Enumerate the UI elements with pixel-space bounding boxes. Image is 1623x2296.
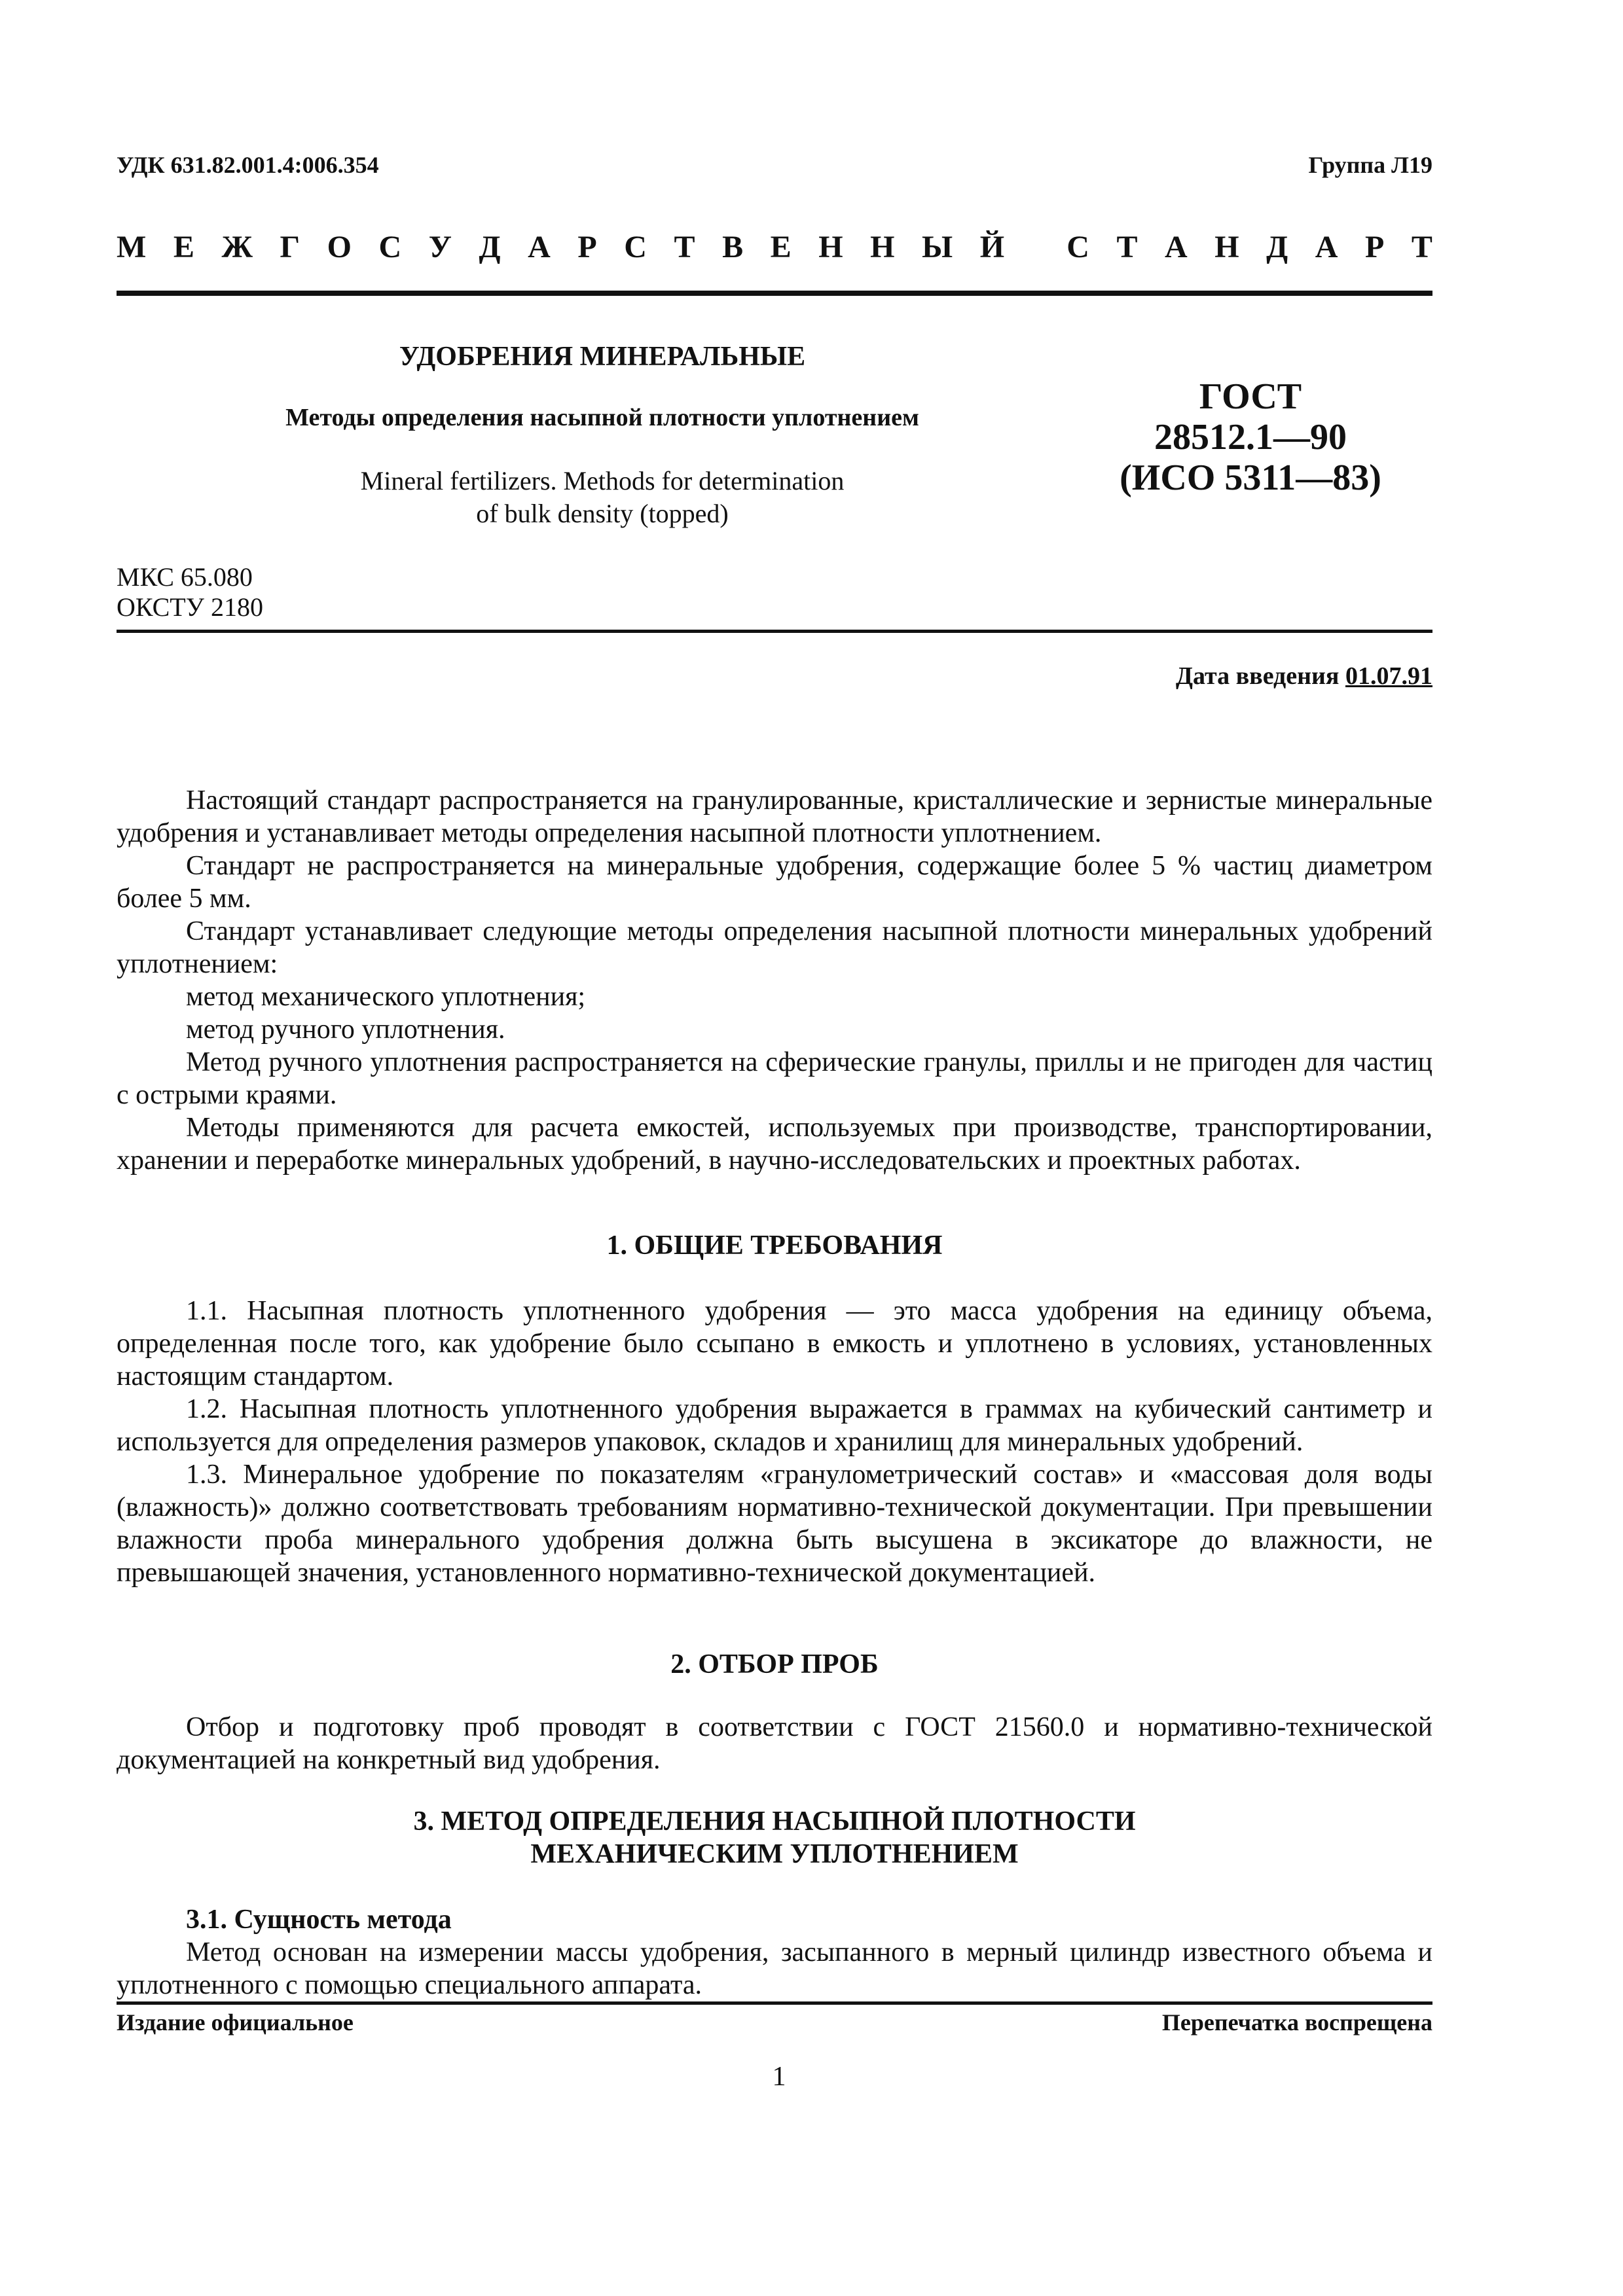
intro-paragraph: Методы применяются для расчета емкостей, используемых при производстве, транспортировании, хранении и переработке минеральных удобрений, в научно-исследовательских и проектных работах.	[117, 1113, 1432, 1175]
intro-paragraph: Стандарт устанавливает следующие методы определения насыпной плотности минеральных удобрений уплотнением:	[117, 916, 1432, 979]
heading-letter: В	[722, 230, 744, 264]
clause-3-1-title: 3.1. Сущность метода	[186, 1905, 452, 1935]
section-2-title: 2. ОТБОР ПРОБ	[670, 1649, 879, 1679]
heading-letter: Д	[1266, 230, 1288, 264]
heading-letter: Р	[577, 230, 597, 264]
heading-letter: А	[1315, 230, 1338, 264]
english-title-line2: of bulk density (topped)	[476, 499, 729, 528]
section-3-title-line1: 3. МЕТОД ОПРЕДЕЛЕНИЯ НАСЫПНОЙ ПЛОТНОСТИ	[413, 1806, 1136, 1837]
heading-letter: А	[1165, 230, 1188, 264]
heading-letter: Т	[1411, 230, 1432, 264]
footer-rule	[117, 2001, 1432, 2005]
intro-list-item: метод механического уплотнения;	[186, 982, 586, 1012]
group-code: Группа Л19	[1308, 152, 1432, 178]
section-3-title-line2: МЕХАНИЧЕСКИМ УПЛОТНЕНИЕМ	[530, 1839, 1019, 1869]
page-number: 1	[772, 2062, 786, 2092]
heading-word-gap	[1032, 228, 1040, 267]
intro-list-item: метод ручного уплотнения.	[186, 1014, 505, 1045]
clause-1-1: 1.1. Насыпная плотность уплотненного удобрения — это масса удобрения на единицу объема, определенная после того, как удобрение было ссыпано в емкость и уплотнено в условиях, установленных настоящим стандартом.	[117, 1296, 1432, 1391]
intro-text	[117, 784, 1432, 1177]
gost-label: ГОСТ	[1199, 376, 1302, 417]
clause-1-3: 1.3. Минеральное удобрение по показателям «гранулометрический состав» и «массовая доля воды (влажность)» должно соответствовать требованиям нормативно-технической документации. При превышении влажности проба минерального удобрения должна быть высушена в эксикаторе до влажности, не превышающей значения, установленного нормативно-технической документацией.	[117, 1460, 1432, 1588]
udk-code: УДК 631.82.001.4:006.354	[117, 152, 379, 178]
document-subtitle: Методы определения насыпной плотности уплотнением	[285, 404, 919, 431]
heading-letter: Й	[979, 230, 1005, 264]
section-2-paragraph: Отбор и подготовку проб проводят в соответствии с ГОСТ 21560.0 и нормативно-технической документацией на конкретный вид удобрения.	[117, 1712, 1432, 1775]
introduction-date-value: 01.07.91	[1345, 662, 1432, 690]
intro-paragraph: Метод ручного уплотнения распространяется на сферические гранулы, приллы и не пригоден для частиц с острыми краями.	[117, 1047, 1432, 1110]
introduction-date-label: Дата введения	[1175, 662, 1345, 690]
heading-letter: У	[428, 230, 452, 264]
heading-letter: С	[378, 230, 402, 264]
heading-letter: Н	[818, 230, 843, 264]
gost-designation	[1087, 376, 1414, 498]
heading-letter: Т	[674, 230, 695, 264]
heading-letter: Е	[173, 230, 194, 264]
heading-letter: О	[327, 230, 352, 264]
heading-letter: С	[624, 230, 647, 264]
intro-paragraph: Стандарт не распространяется на минеральные удобрения, содержащие более 5 % частиц диаметром более 5 мм.	[117, 851, 1432, 914]
heading-letter: Е	[770, 230, 792, 264]
heading-letter: Т	[1116, 230, 1138, 264]
codes-rule	[117, 630, 1432, 633]
standard-type-heading	[117, 228, 1432, 267]
heading-letter: Ж	[221, 230, 253, 264]
heading-letter: Г	[280, 230, 301, 264]
section-1-text	[117, 1295, 1432, 1589]
mks-code: МКС 65.080	[117, 562, 253, 592]
heading-letter: М	[117, 230, 147, 264]
header-rule	[117, 291, 1432, 296]
heading-letter: Ы	[922, 230, 953, 264]
iso-number: (ИСО 5311—83)	[1120, 457, 1381, 498]
heading-letter: Н	[1214, 230, 1239, 264]
heading-letter: Р	[1364, 230, 1385, 264]
reprint-prohibited-note: Перепечатка воспрещена	[1161, 2009, 1432, 2036]
heading-letter: Н	[870, 230, 895, 264]
clause-3-1-paragraph: Метод основан на измерении массы удобрения, засыпанного в мерный цилиндр известного объема и уплотненного с помощью специального аппарата.	[117, 1937, 1432, 2000]
gost-number: 28512.1—90	[1154, 417, 1347, 457]
heading-letter: С	[1067, 230, 1089, 264]
okstu-code: ОКСТУ 2180	[117, 592, 264, 622]
section-2-text	[117, 1711, 1432, 1776]
official-edition-note: Издание официальное	[117, 2009, 354, 2036]
heading-letter: Д	[479, 230, 501, 264]
section-1-title: 1. ОБЩИЕ ТРЕБОВАНИЯ	[606, 1230, 943, 1261]
intro-paragraph: Настоящий стандарт распространяется на гранулированные, кристаллические и зернистые минеральные удобрения и устанавливает методы определения насыпной плотности уплотнением.	[117, 785, 1432, 848]
section-3-text	[117, 1936, 1432, 2001]
english-title-line1: Mineral fertilizers. Methods for determination	[360, 466, 845, 495]
introduction-date	[1176, 661, 1432, 691]
document-title: УДОБРЕНИЯ МИНЕРАЛЬНЫЕ	[399, 342, 806, 372]
clause-1-2: 1.2. Насыпная плотность уплотненного удобрения выражается в граммах на кубический сантиметр и используется для определения размеров упаковок, складов и хранилищ для минеральных удобрений.	[117, 1394, 1432, 1457]
heading-letter: А	[528, 230, 551, 264]
